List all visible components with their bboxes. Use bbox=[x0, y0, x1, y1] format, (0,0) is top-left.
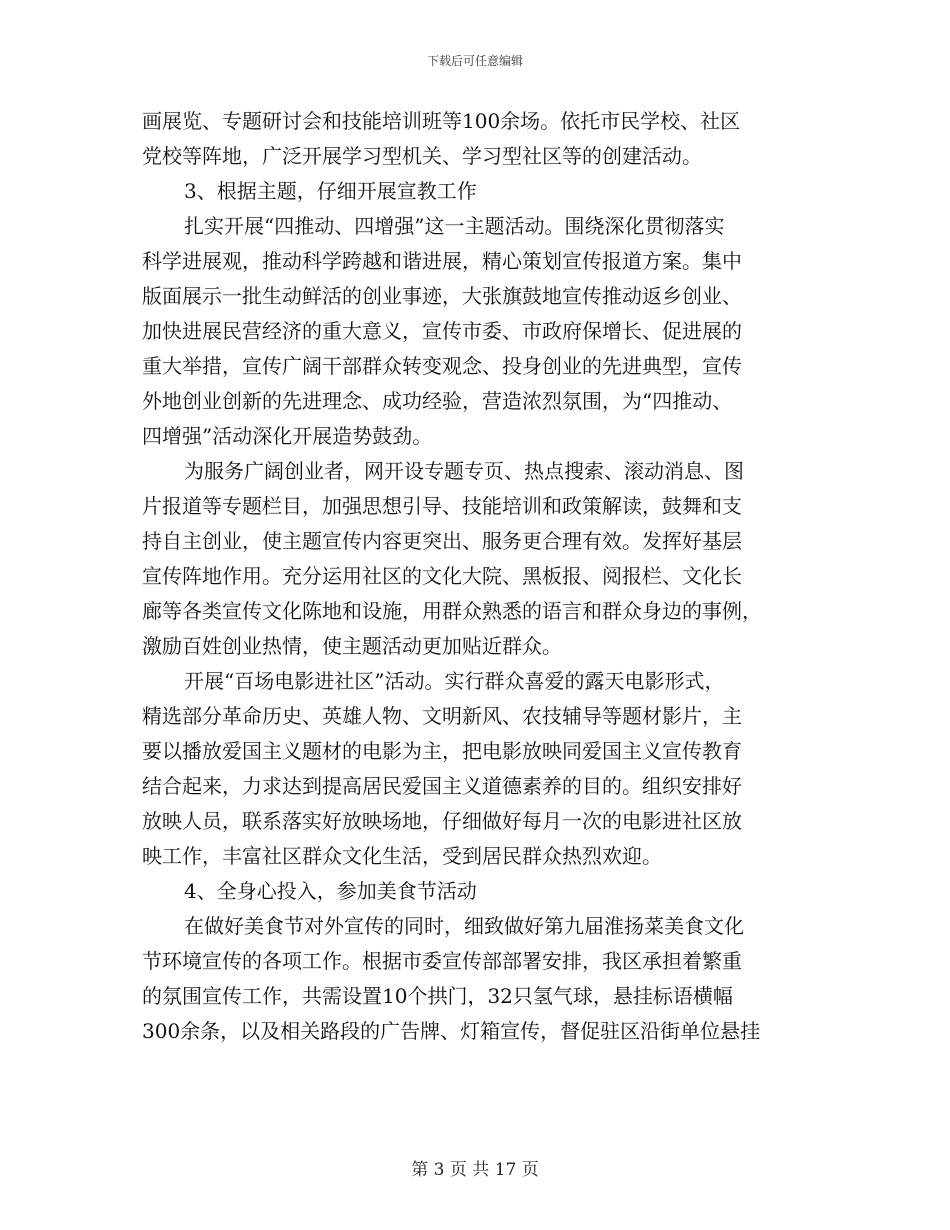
text-line: 外地创业创新的先进理念、成功经验，营造浓烈氛围，为“四推动、 bbox=[142, 389, 733, 413]
text-line: 放映人员，联系落实好放映场地，仔细做好每月一次的电影进社区放 bbox=[142, 809, 742, 833]
text-line: 映工作，丰富社区群众文化生活，受到居民群众热烈欢迎。 bbox=[142, 844, 662, 868]
text-line: 4、全身心投入，参加美食节活动 bbox=[184, 879, 477, 903]
page-header: 下载后可任意编辑 bbox=[426, 54, 523, 68]
text-line: 画展览、专题研讨会和技能培训班等100余场。依托市民学校、社区 bbox=[142, 109, 741, 133]
text-line: 廊等各类宣传文化陈地和设施，用群众熟悉的语言和群众身边的事例， bbox=[142, 599, 762, 623]
page-footer: 第 3 页 共 17 页 bbox=[411, 1160, 539, 1180]
text-line: 开展“百场电影进社区”活动。实行群众喜爱的露天电影形式， bbox=[184, 669, 725, 693]
text-line: 宣传阵地作用。充分运用社区的文化大院、黑板报、阅报栏、文化长 bbox=[142, 564, 742, 588]
text-line: 节环境宣传的各项工作。根据市委宣传部部署安排，我区承担着繁重 bbox=[142, 949, 742, 973]
text-line: 重大举措，宣传广阔干部群众转变观念、投身创业的先进典型，宣传 bbox=[142, 354, 742, 378]
text-line: 加快进展民营经济的重大意义，宣传市委、市政府保增长、促进展的 bbox=[142, 319, 742, 343]
text-line: 片报道等专题栏目，加强思想引导、技能培训和政策解读，鼓舞和支 bbox=[142, 494, 742, 518]
text-line: 激励百姓创业热情，使主题活动更加贴近群众。 bbox=[142, 634, 562, 658]
text-line: 为服务广阔创业者，网开设专题专页、热点搜索、滚动消息、图 bbox=[184, 459, 744, 483]
text-line: 要以播放爱国主义题材的电影为主，把电影放映同爱国主义宣传教育 bbox=[142, 739, 742, 763]
text-line: 的氛围宣传工作，共需设置10个拱门，32只氢气球，悬挂标语横幅 bbox=[142, 984, 733, 1008]
text-line: 持自主创业，使主题宣传内容更突出、服务更合理有效。发挥好基层 bbox=[142, 529, 742, 553]
text-line: 党校等阵地，广泛开展学习型机关、学习型社区等的创建活动。 bbox=[142, 144, 702, 168]
text-line: 3、根据主题，仔细开展宣教工作 bbox=[184, 179, 477, 203]
text-line: 科学进展观，推动科学跨越和谐进展，精心策划宣传报道方案。集中 bbox=[142, 249, 742, 273]
text-line: 扎实开展“四推动、四增强”这一主题活动。围绕深化贯彻落实 bbox=[184, 214, 725, 238]
text-line: 四增强”活动深化开展造势鼓劲。 bbox=[142, 424, 433, 448]
text-line: 在做好美食节对外宣传的同时，细致做好第九届淮扬菜美食文化 bbox=[184, 914, 744, 938]
text-line: 精选部分革命历史、英雄人物、文明新风、农技辅导等题材影片，主 bbox=[142, 704, 742, 728]
text-line: 300余条，以及相关路段的广告牌、灯箱宣传，督促驻区沿街单位悬挂 bbox=[142, 1019, 761, 1043]
document-body bbox=[142, 104, 810, 1049]
text-line: 版面展示一批生动鲜活的创业事迹，大张旗鼓地宣传推动返乡创业、 bbox=[142, 284, 742, 308]
text-line: 结合起来，力求达到提高居民爱国主义道德素养的目的。组织安排好 bbox=[142, 774, 742, 798]
